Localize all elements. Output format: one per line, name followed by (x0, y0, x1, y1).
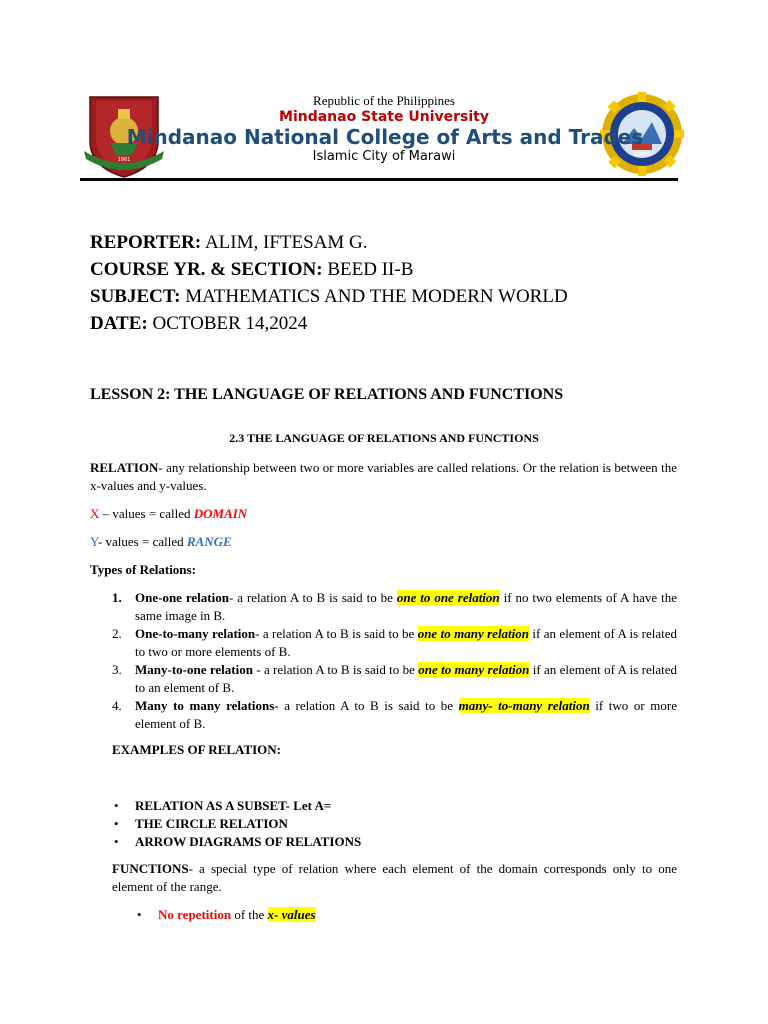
domain-term: DOMAIN (193, 506, 248, 521)
item-number: 3. (112, 662, 122, 677)
date-value: OCTOBER 14,2024 (152, 313, 308, 334)
item-name: Many-to-one relation (135, 662, 253, 677)
item-pre: - a relation A to B is said to be (274, 698, 459, 713)
list-item (135, 906, 700, 924)
item-highlight: one to one relation (396, 590, 500, 605)
item-number: 2. (112, 626, 122, 641)
list-item (112, 797, 677, 815)
list-item (112, 815, 677, 833)
x-values-highlight: x- values (267, 907, 316, 922)
item-number: 1. (112, 590, 122, 605)
item-pre: - a relation A to B is said to be (252, 662, 419, 677)
seal-year: 1961 (117, 157, 131, 163)
item-name: One-one relation (135, 590, 229, 605)
functions-term: FUNCTIONS (112, 861, 189, 876)
course-label: COURSE YR. & SECTION: (90, 259, 323, 280)
subject-line (90, 286, 568, 308)
x-var: X (90, 506, 100, 521)
relation-definition (90, 459, 677, 495)
types-list (112, 589, 677, 733)
functions-definition (112, 860, 677, 896)
date-label: DATE: (90, 313, 148, 334)
item-highlight: one to many relation (417, 626, 530, 641)
subject-value: MATHEMATICS AND THE MODERN WORLD (185, 286, 568, 307)
x-values-line (90, 505, 677, 523)
item-post: if an element of A is related to an element of B. (135, 662, 677, 695)
list-item (112, 833, 677, 851)
item-name: One-to-many relation (135, 626, 256, 641)
types-heading: Types of Relations: (90, 562, 196, 577)
item-highlight: one to many relation (418, 662, 530, 677)
college-name-wrap (126, 125, 644, 151)
reporter-line (90, 232, 368, 254)
y-values-line (90, 533, 677, 551)
relation-term: RELATION (90, 460, 159, 475)
examples-list (112, 797, 677, 851)
item-post: if no two elements of A have the same image in B. (135, 590, 677, 623)
lesson-title: LESSON 2: THE LANGUAGE OF RELATIONS AND FUNCTIONS (90, 386, 564, 403)
no-repetition: No repetition (158, 907, 232, 922)
course-line (90, 259, 413, 281)
university-name: Mindanao State University (279, 109, 489, 125)
x-text: – values = called (99, 506, 194, 521)
bullet-dot: • (114, 816, 119, 831)
header-divider (80, 178, 678, 181)
item-post: if an element of A is related to two or more elements of B. (135, 626, 677, 659)
item-number: 4. (112, 698, 122, 713)
section-title: 2.3 THE LANGUAGE OF RELATIONS AND FUNCTIONS (229, 431, 539, 445)
item-pre: - a relation A to B is said to be (228, 590, 397, 605)
example-text: RELATION AS A SUBSET- Let A= (135, 798, 332, 813)
example-text: THE CIRCLE RELATION (135, 816, 288, 831)
item-name: Many to many relations (135, 698, 275, 713)
item-post: if two or more element of B. (135, 698, 677, 731)
reporter-value: ALIM, IFTESAM G. (204, 232, 368, 253)
list-item (112, 589, 677, 625)
city-line: Islamic City of Marawi (312, 149, 456, 164)
examples-heading: EXAMPLES OF RELATION: (112, 742, 282, 757)
item-highlight: many- to-many relation (458, 698, 590, 713)
subject-label: SUBJECT: (90, 286, 181, 307)
relation-text: - any relationship between two or more variables are called relations. Or the relation is between the x-values and y-values. (90, 460, 677, 493)
functions-text: - a special type of relation where each element of the domain corresponds only to one element of the range. (112, 861, 677, 894)
bullet-mid: of the (231, 907, 268, 922)
y-var: Y (90, 534, 98, 549)
function-bullet (135, 906, 700, 924)
republic-line: Republic of the Philippines (313, 93, 455, 108)
course-value: BEED II-B (327, 259, 414, 280)
bullet-dot: • (137, 907, 142, 922)
item-pre: - a relation A to B is said to be (255, 626, 418, 641)
list-item (112, 697, 677, 733)
college-name: Mindanao National College of Arts and Trades (126, 125, 644, 149)
gear-seal-year: 1990 (633, 151, 651, 158)
list-item (112, 661, 677, 697)
y-text: - values = called (97, 534, 187, 549)
bullet-dot: • (114, 834, 119, 849)
example-text: ARROW DIAGRAMS OF RELATIONS (135, 834, 362, 849)
range-term: RANGE (186, 534, 232, 549)
bullet-dot: • (114, 798, 119, 813)
date-line (90, 313, 307, 335)
reporter-label: REPORTER: (90, 232, 202, 253)
list-item (112, 625, 677, 661)
